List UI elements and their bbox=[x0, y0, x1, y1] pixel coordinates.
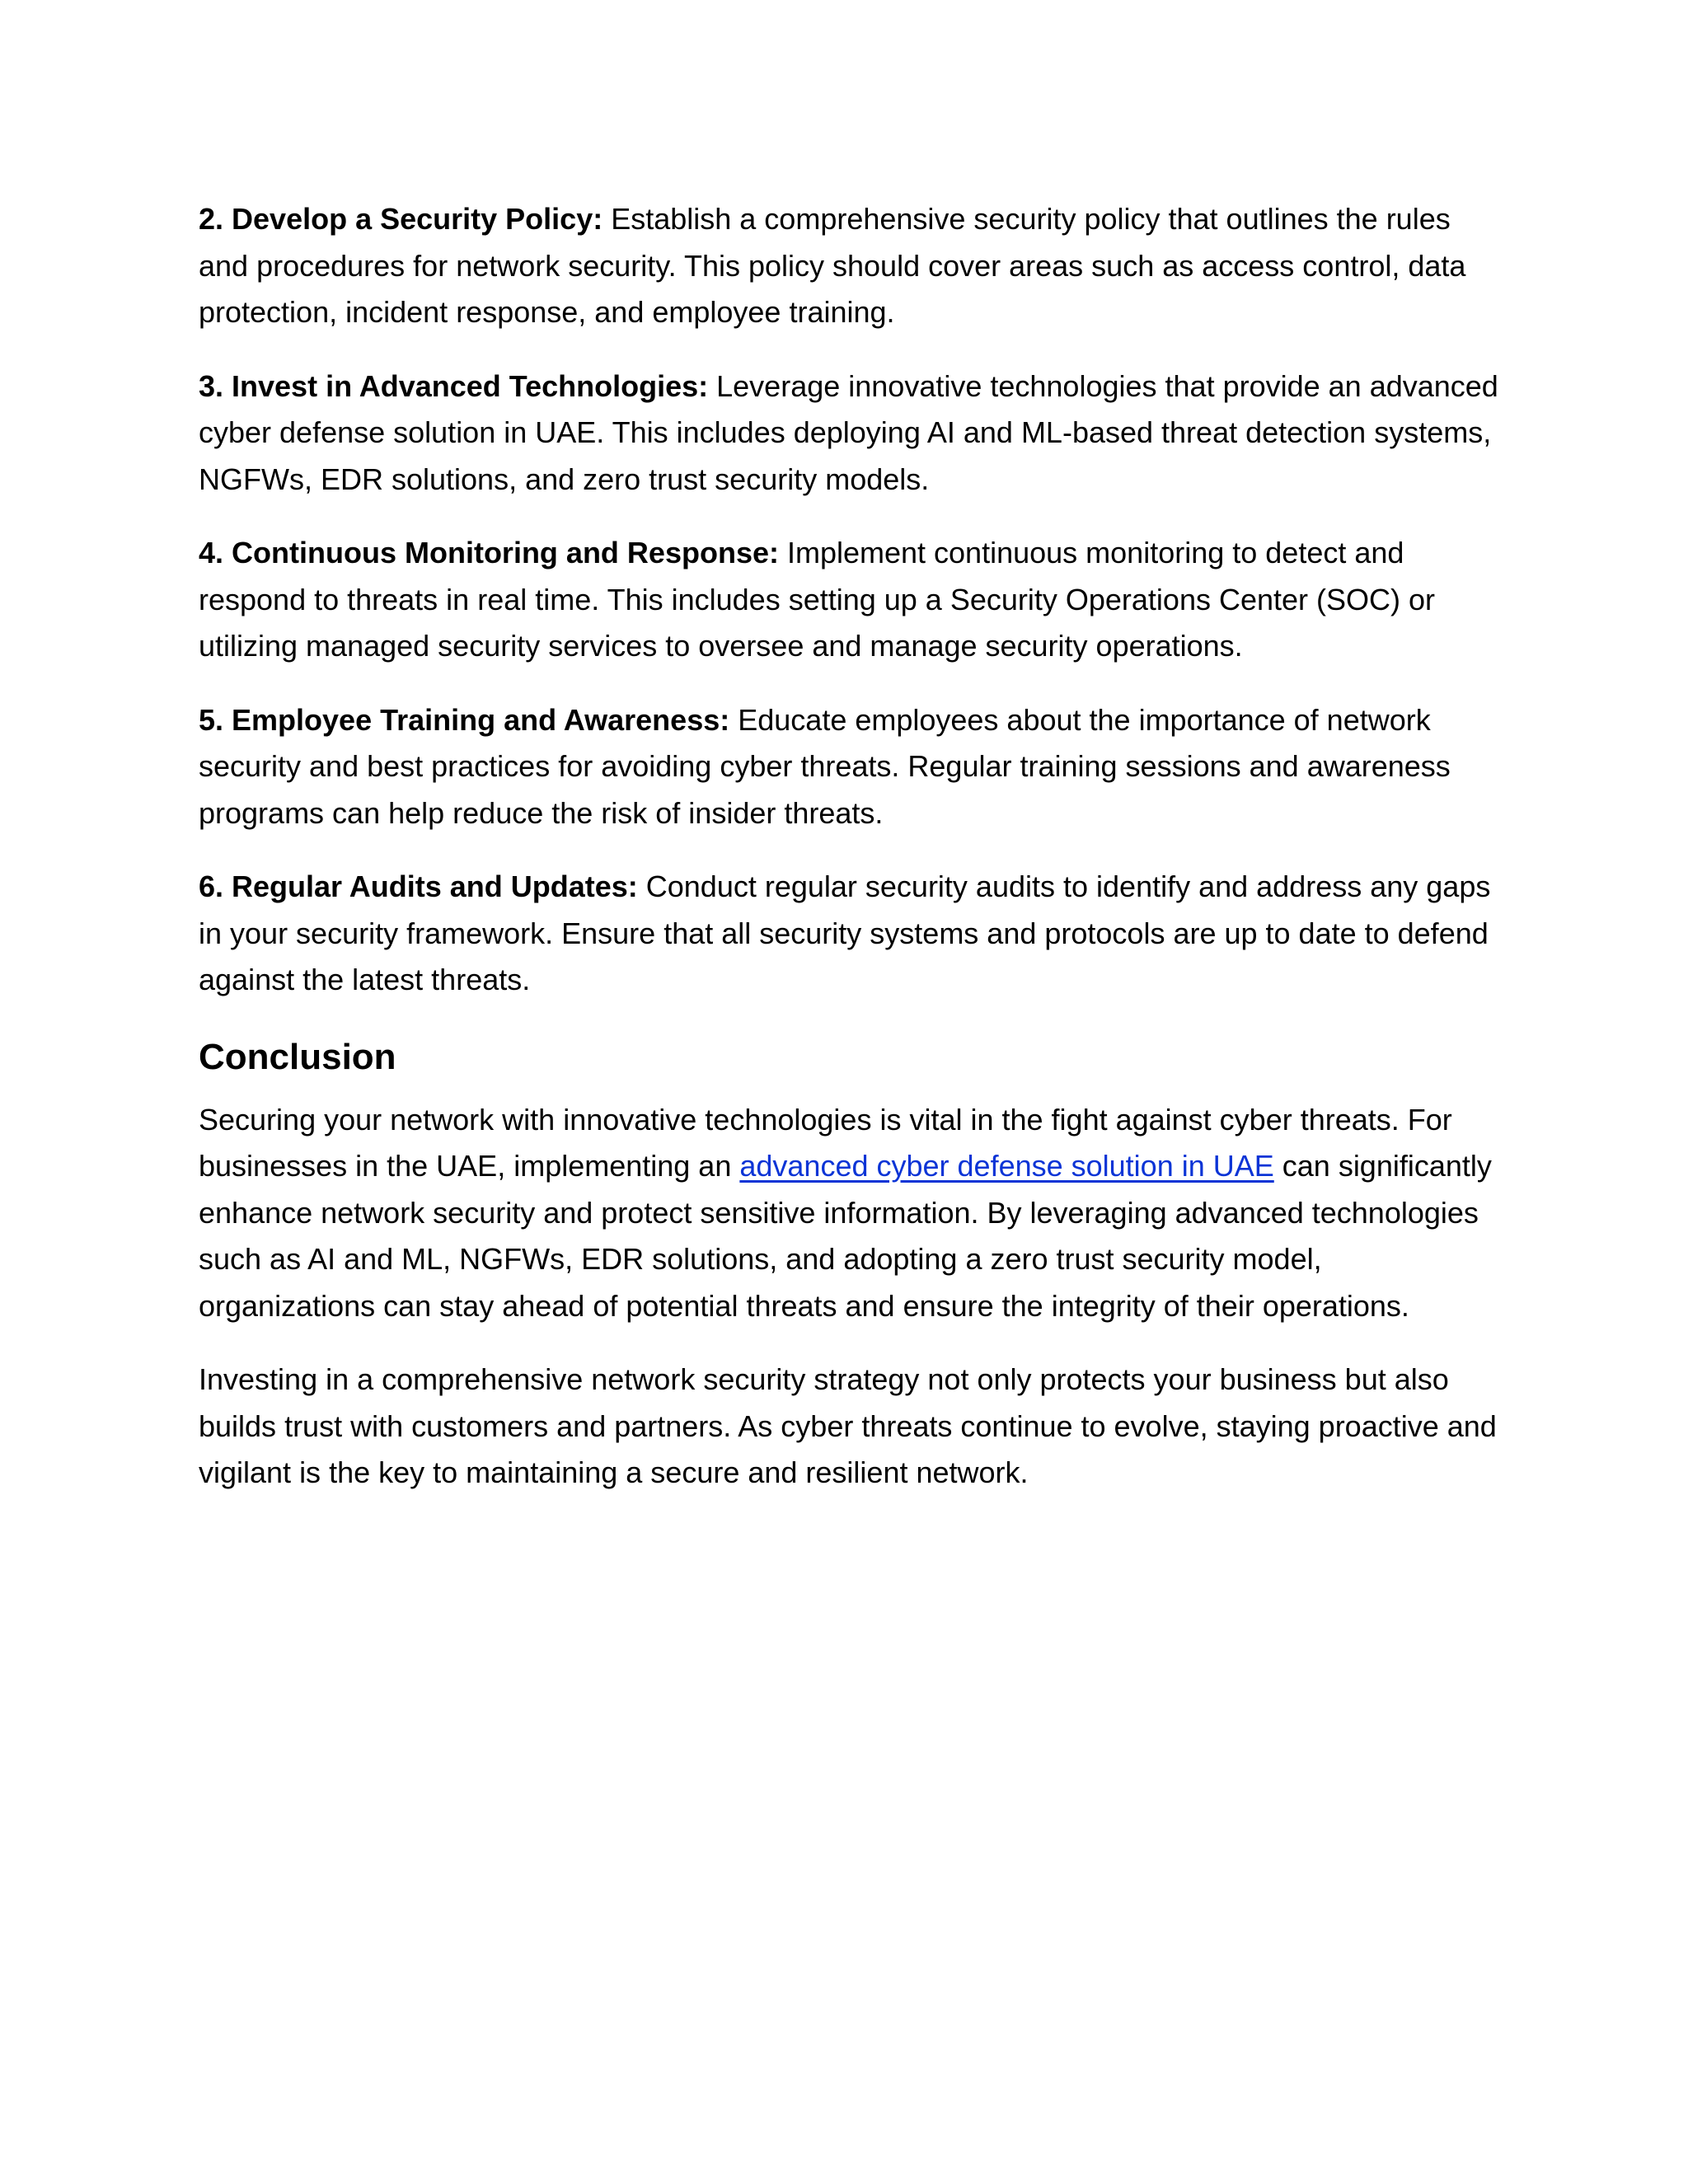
list-item-employee-training bbox=[199, 697, 1501, 837]
item-text: Leverage innovative technologies that provide an advanced cyber defense solution in UAE. This includes deploying AI and ML-based threat detection systems, NGFWs, EDR solutions, and zero trust security models. bbox=[199, 368, 1498, 496]
item-text: Educate employees about the importance of network security and best practices for avoiding cyber threats. Regular training sessions and awareness programs can help reduce the risk of insider threats. bbox=[199, 702, 1451, 830]
document-content bbox=[199, 196, 1501, 1524]
conclusion-heading: Conclusion bbox=[199, 1036, 396, 1077]
conclusion-paragraph-2: Investing in a comprehensive network security strategy not only protects your business but also builds trust with customers and partners. As cyber threats continue to evolve, staying proactive and vigilant is the key to maintaining a secure and resilient network. bbox=[199, 1362, 1497, 1489]
conclusion-text-before-link: Securing your network with innovative technologies is vital in the fight against cyber threats. For businesses in the UAE, implementing an bbox=[199, 1102, 1452, 1183]
conclusion-paragraph-1 bbox=[199, 1097, 1501, 1330]
list-item-security-policy bbox=[199, 196, 1501, 336]
item-text: Establish a comprehensive security policy that outlines the rules and procedures for network security. This policy should cover areas such as access control, data protection, incident response, and employee training. bbox=[199, 202, 1466, 329]
item-text: Conduct regular security audits to identify and address any gaps in your security framework. Ensure that all security systems and protocols are up to date to defend against the latest threats. bbox=[199, 869, 1491, 996]
item-text: Implement continuous monitoring to detect and respond to threats in real time. This includes setting up a Security Operations Center (SOC) or utilizing managed security services to oversee and manage security operations. bbox=[199, 536, 1436, 663]
item-label: 2. Develop a Security Policy: bbox=[199, 202, 603, 236]
list-item-advanced-technologies bbox=[199, 363, 1501, 504]
item-label: 4. Continuous Monitoring and Response: bbox=[199, 536, 779, 569]
conclusion-text-after-link: can significantly enhance network security and protect sensitive information. By leveraging advanced technologies such as AI and ML, NGFWs, EDR solutions, and adopting a zero trust security model, organizations can stay ahead of potential threats and ensure the integrity of their operations. bbox=[199, 1149, 1492, 1323]
item-label: 5. Employee Training and Awareness: bbox=[199, 702, 730, 737]
cyber-defense-solution-link[interactable]: advanced cyber defense solution in UAE bbox=[739, 1149, 1274, 1183]
item-label: 3. Invest in Advanced Technologies: bbox=[199, 368, 709, 403]
list-item-regular-audits bbox=[199, 864, 1501, 1004]
item-label: 6. Regular Audits and Updates: bbox=[199, 869, 638, 903]
list-item-continuous-monitoring bbox=[199, 530, 1501, 670]
